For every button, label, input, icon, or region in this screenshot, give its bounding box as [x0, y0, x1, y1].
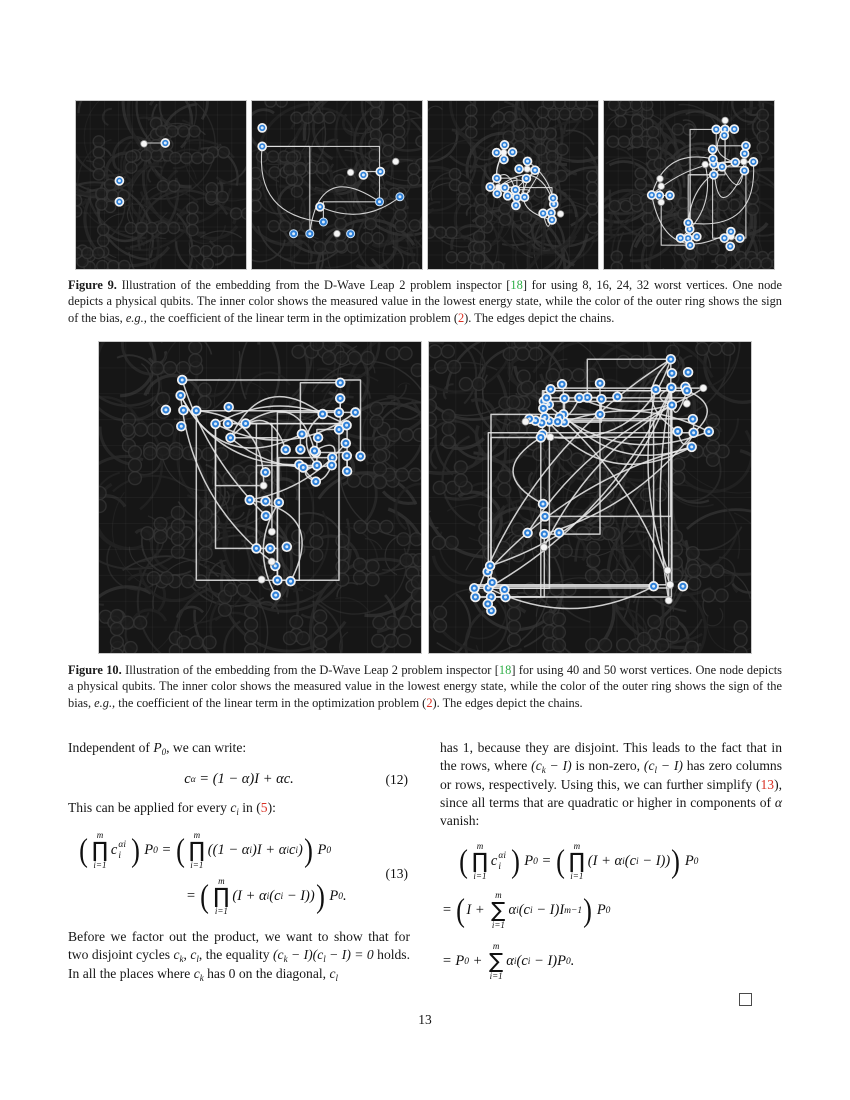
embedding-panel-32-worst-vertices: [603, 100, 775, 270]
equation-13-line-1: ( m ∏ i=1 c αi i ) P 0 = ( m ∏ i=1 ((1 − α i )I + α i c i ) ) P 0: [79, 830, 332, 871]
equation-13-label: (13): [385, 865, 408, 881]
equation-12: [68, 767, 410, 793]
paragraph-independent-p0: Independent of $P_0$, we can write:: [68, 740, 247, 757]
citation-link[interactable]: 18: [498, 663, 512, 677]
equation-ref-link[interactable]: 5: [260, 799, 268, 815]
figure-10-caption: Figure 10. Illustration of the embedding from the D-Wave Leap 2 problem inspector [18] for using 40 and 50 worst vertices. One node depicts a physical qubits. The inner color shows the measured value in the lowest energy state, while the color of the outer ring shows the sign of the bias, e.g., the coefficient of the linear term in the optimization problem (2). The edges depict the chains.: [68, 663, 786, 710]
left-column: [68, 739, 414, 984]
equation-ref-link[interactable]: 13: [760, 777, 775, 793]
right-column: [440, 739, 786, 1006]
paragraph-applied-every-ci: This can be applied for every $c_i$ in (5):: [68, 799, 276, 817]
embedding-panel-40-worst-vertices: [98, 341, 422, 654]
equation-13-line-2: = ( m ∏ i=1 (I + α i (c i − I)) ) P 0 .: [186, 876, 347, 917]
equation-ref-link[interactable]: 2: [457, 310, 465, 325]
paragraph-before-we-factor: Before we factor out the product, we want to show that for two disjoint cycles $c_k$, $c_l$, the equality $(c_k - I)(c_l - I) = 0$ holds. In all the places where $c_k$ has 0 on the diagonal, $c_l$: [68, 928, 414, 983]
embedding-panel-8-worst-vertices: [75, 100, 247, 270]
qed-box: [739, 993, 752, 1006]
embedding-panel-50-worst-vertices: [428, 341, 752, 654]
figure-9-caption: Figure 9. Illustration of the embedding from the D-Wave Leap 2 problem inspector [18] for using 8, 16, 24, 32 worst vertices. One node depicts a physical qubits. The inner color shows the measured value in the lowest energy state, while the color of the outer ring shows the sign of the bias, e.g., the coefficient of the linear term in the optimization problem (2). The edges depict the chains.: [68, 278, 786, 325]
equation-13: [68, 828, 410, 920]
equation-12-body: c α = (1 − α)I + αc.: [184, 771, 294, 788]
embedding-panel-16-worst-vertices: [251, 100, 423, 270]
equation-ref-link[interactable]: 2: [426, 695, 433, 710]
equation-unnumbered-line-3: = P 0 + m ∑ i=1 α i (c i − I)P 0 .: [442, 940, 575, 982]
equation-unnumbered-line-2: = ( I + m ∑ i=1 α i (c i − I)I m−1 ) P 0: [442, 889, 611, 931]
figure-9: [75, 100, 775, 270]
figure-10: [98, 341, 752, 654]
equation-unnumbered-line-1: ( m ∏ i=1 c αi i ) P 0 = ( m ∏ i=1 (I + α i (c i − I)) ) P 0: [459, 840, 699, 882]
equation-12-label: (12): [385, 771, 408, 787]
paragraph-has-1-disjoint: has 1, because they are disjoint. This leads to the fact that in the rows, where $(c_k - I)$ is non-zero, $(c_l - I)$ has zero columns or rows, respectively. Using this, we can further simplify (13), since all terms that are quadratic or higher in components of α vanish:: [440, 740, 786, 829]
equation-unnumbered: [440, 839, 782, 987]
page-number: 13: [418, 1012, 432, 1027]
citation-link[interactable]: 18: [510, 278, 523, 292]
embedding-panel-24-worst-vertices: [427, 100, 599, 270]
